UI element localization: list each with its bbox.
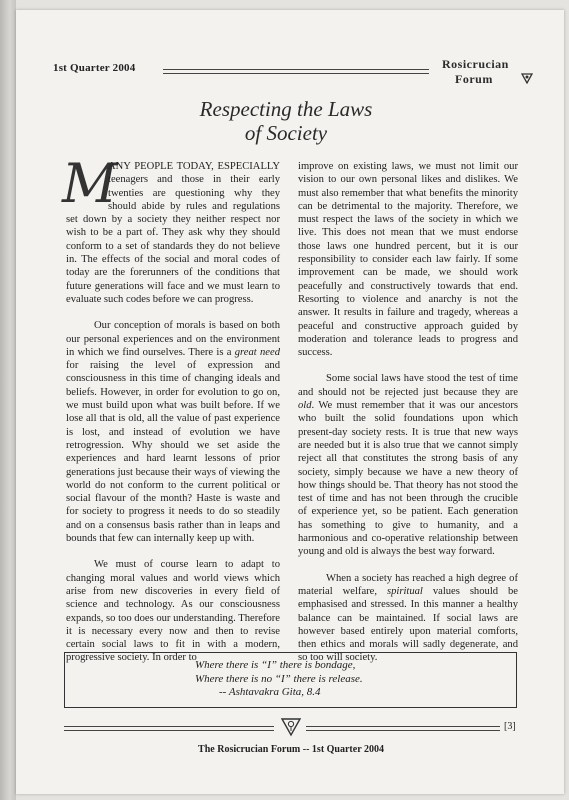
quote — [195, 659, 435, 700]
p5-text-b: . We must remember that it was our ancestors who built the solid foundations upon which present-day society rests. It is true that new ways are needed but it is also true that we cannot simply reject all that constitutes the strong basis of any society, simply because we have a new theory of how things should be. That theory has not stood the test of time and has not been through the crucible of experience yet, so be patient. Each generation has something to give to humanity, and a harmonious and co-operative relationship between young and old is always the best way forward. — [298, 400, 518, 558]
paragraph-3: We must of course learn to adapt to changing moral values and world views which arise from new discoveries in every field of science and technology. As our consciousness expands, so too does our understanding. Therefore it is necessary every now and then to revise certain social laws to fit in with a modern, progressive society. In order to — [66, 559, 280, 664]
issue-label: 1st Quarter 2004 — [53, 62, 136, 74]
magazine-page — [16, 10, 564, 794]
paragraph-1 — [62, 152, 280, 306]
paragraph-1-text: teenagers and those in their early twenties are questioning why they should abide by rules and regulations set down by a society they neither respect nor wish to be a part of. They ask why they should conform to a set of standards they do not believe in. The effects of the social and moral codes of today are the forerunners of the conditions that future generations will face and we must learn to evaluate such codes before we can progress. — [66, 174, 280, 305]
paragraph-4: improve on existing laws, we must not limit our vision to our own personal likes and dislikes. We must also remember that what benefits the minority can be detrimental to the majority. Therefore, we must respect the laws of the society in which we live. This does not mean that we must endorse those laws one hundred percent, but it is our responsibility to consider each law fairly. If some improvement can be made, we should work peacefully and constructively towards that end. Resorting to violence and anarchy is not the answer. It results in failure and tragedy, whereas a peaceful and constructive approach guided by moderation and tolerance leads to progress and success. — [298, 161, 518, 359]
paragraph-2 — [66, 319, 280, 545]
left-column — [62, 152, 280, 678]
facing-page-edge — [0, 0, 16, 800]
p6-text-a: When a society has reached a high degree of material welfare, — [298, 572, 518, 597]
footer-rule-right — [306, 726, 500, 731]
p6-emphasis: spiritual — [386, 585, 423, 597]
triangle-rose-emblem-icon — [280, 717, 302, 737]
right-column — [298, 160, 518, 678]
footer-text: The Rosicrucian Forum -- 1st Quarter 2004 — [198, 744, 384, 755]
quote-line2: Where there is no “I” there is release. — [195, 672, 363, 685]
page-number: [3] — [504, 721, 516, 732]
p2-emphasis: great need — [234, 346, 280, 358]
quote-line1: Where there is “I” there is bondage, — [195, 659, 356, 671]
paragraph-5 — [298, 372, 518, 558]
rosicrucian-forum-logo — [437, 54, 547, 90]
logo-line2: Forum — [455, 72, 493, 86]
article-title — [176, 97, 396, 145]
header-rule — [163, 69, 429, 74]
footer-rule-left — [64, 726, 274, 731]
title-line1: Respecting the Laws — [199, 97, 373, 121]
p2-text-a: Our conception of morals is based on both our personal experiences and on the environment in which we find ourselves. There is a — [66, 320, 280, 358]
paragraph-6 — [298, 572, 518, 665]
triangle-rose-icon — [521, 73, 533, 84]
quote-attribution: -- Ashtavakra Gita, 8.4 — [219, 686, 321, 698]
p5-emphasis: old — [298, 400, 312, 412]
p6-text-b: values should be emphasised and stressed. In this manner a healthy balance can be maintained. If social laws are however based entirely upon material comforts, then ethics and morals will sadly degenerate, and so too will society. — [298, 585, 518, 664]
title-line2: of Society — [244, 121, 328, 145]
drop-cap: M — [62, 152, 118, 215]
lead-caps: ANY PEOPLE TODAY, ESPECIALLY — [108, 161, 280, 172]
logo-line1: Rosicrucian — [442, 57, 509, 71]
p2-text-b: for raising the level of expression and consciousness in this time of changing ideals and beliefs. However, in order for evolution to go on, we must build upon what was built before. If we lose all that is old, all the value of past experience is lost, and instead of evolution we have retrogression. Why should we set aside the experiences and hard learnt lessons of prior generations just because their ways of viewing the world do not conform to the current political or social flavour of the month? Haste is waste and for society to progress it needs to do so steadily and on a consensus basis rather than in leaps and bounds that few can internally keep up with. — [66, 360, 280, 545]
p5-text-a: Some social laws have stood the test of time and should not be rejected just because they are — [298, 373, 518, 398]
page-header — [53, 54, 544, 94]
quote-box — [64, 652, 517, 708]
